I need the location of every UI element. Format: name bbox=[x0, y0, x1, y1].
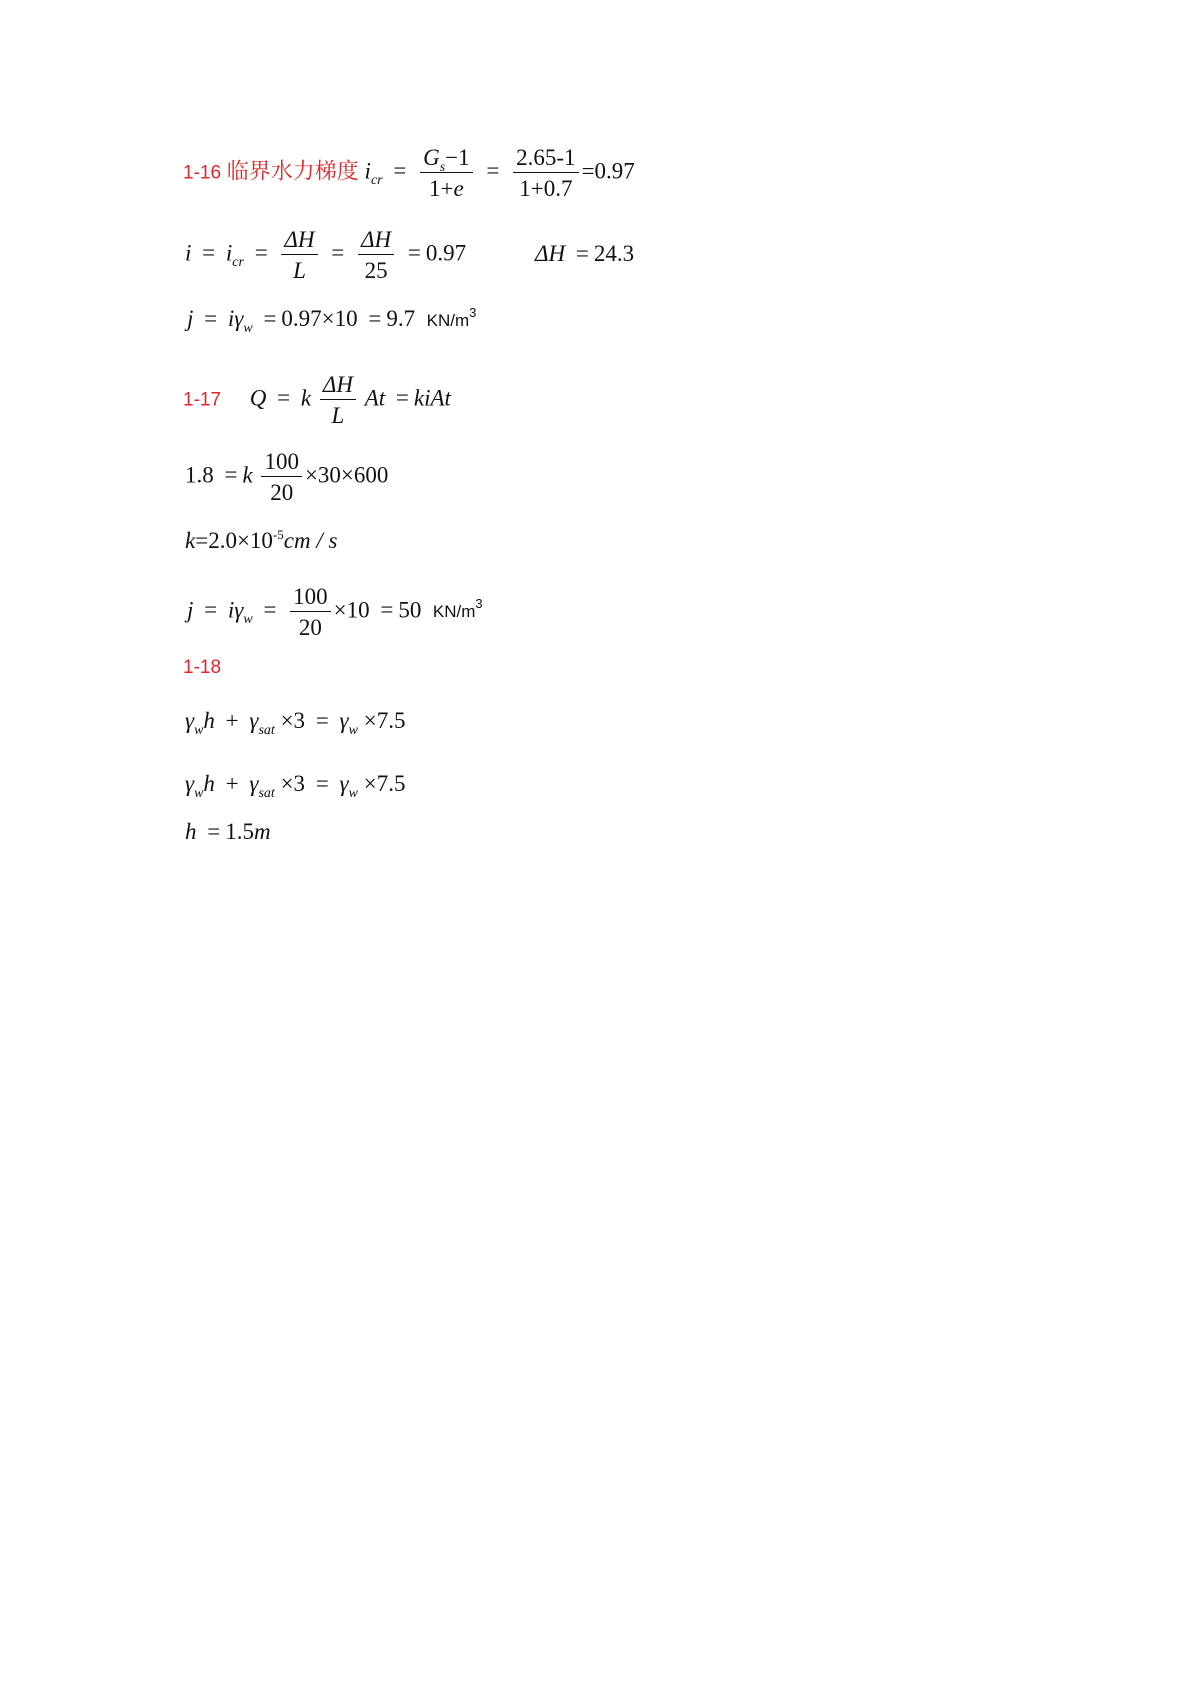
fraction-denominator: 1+0.7 bbox=[519, 176, 573, 201]
result-value: 9.7 bbox=[386, 306, 416, 331]
fraction-denominator: L bbox=[293, 258, 306, 283]
fraction-100-over-20 bbox=[290, 585, 331, 639]
eq-1-17-substitution bbox=[185, 450, 388, 504]
fraction-numeric bbox=[513, 146, 578, 200]
var-k: k bbox=[242, 462, 253, 488]
equals-sign: = bbox=[395, 385, 409, 411]
var-i: i bbox=[225, 240, 233, 266]
sub-w: w bbox=[243, 612, 253, 628]
value-k: =2.0×10 bbox=[195, 528, 273, 553]
var-i: i bbox=[227, 306, 235, 331]
fraction-denominator: 20 bbox=[270, 480, 294, 505]
var-gamma: γ bbox=[339, 708, 349, 733]
problem-label-1-17: 1-17 bbox=[183, 389, 222, 411]
equals-sign: = bbox=[254, 240, 268, 266]
problem-label-1-18: 1-18 bbox=[183, 657, 222, 678]
problem-title-cn: 临界水力梯度 bbox=[226, 159, 359, 185]
unit-kn-m3: $KN/m^3$ bbox=[432, 596, 483, 622]
fraction-denominator: 25 bbox=[364, 258, 388, 283]
equals-sign: = bbox=[315, 771, 329, 796]
result-value: 0.97 bbox=[425, 240, 467, 266]
expression: ×3 bbox=[280, 771, 306, 796]
equals-sign: = bbox=[204, 597, 218, 623]
fraction-numerator: 100 bbox=[261, 450, 302, 477]
var-gamma: γ bbox=[339, 771, 349, 796]
sub-cr: cr bbox=[370, 173, 383, 189]
fraction-dh-over-l bbox=[320, 373, 356, 427]
result-value: 1.5 bbox=[225, 819, 254, 844]
eq-1-16-critical-gradient bbox=[183, 146, 635, 200]
eq-1-16-seepage-force bbox=[187, 305, 477, 336]
fraction-denominator: L bbox=[331, 403, 345, 428]
var-j: j bbox=[187, 306, 194, 331]
equals-sign: = bbox=[263, 306, 277, 331]
equals-sign: = bbox=[575, 241, 589, 266]
var-gamma: γ bbox=[185, 708, 195, 733]
problem-label-1-18-row bbox=[183, 653, 221, 679]
sub-sat: sat bbox=[258, 786, 275, 801]
unit-cm-per-s: cm / s bbox=[283, 528, 338, 553]
equals-sign: = bbox=[207, 819, 221, 844]
expression: ×7.5 bbox=[363, 771, 406, 796]
sub-w: w bbox=[194, 786, 204, 801]
fraction-dh-over-25 bbox=[358, 228, 394, 282]
plus-sign: + bbox=[225, 708, 239, 733]
var-kiat: kiAt bbox=[413, 385, 451, 411]
fraction-numerator: 100 bbox=[290, 585, 331, 612]
var-k: k bbox=[185, 528, 196, 553]
eq-1-18-balance-1 bbox=[185, 708, 406, 738]
exponent: -5 bbox=[272, 527, 284, 542]
equals-sign: = bbox=[277, 385, 291, 411]
equals-sign: = bbox=[224, 462, 238, 488]
result-value: 24.3 bbox=[593, 241, 635, 266]
eq-1-16-gradient bbox=[185, 228, 466, 282]
sub-w: w bbox=[348, 786, 358, 801]
fraction-gs-minus-1-over-1-plus-e bbox=[420, 146, 473, 200]
plus-sign: + bbox=[225, 771, 239, 796]
sub-sat: sat bbox=[258, 723, 275, 738]
equals-sign: = bbox=[315, 708, 329, 733]
eq-1-18-result bbox=[185, 819, 271, 845]
equals-sign: = bbox=[263, 597, 277, 623]
sub-w: w bbox=[243, 321, 253, 336]
unit-m: m bbox=[253, 819, 271, 844]
sub-w: w bbox=[194, 723, 204, 738]
fraction-denominator: 1+e bbox=[429, 176, 464, 201]
var-gamma: γ bbox=[249, 708, 259, 733]
eq-1-17-seepage-force bbox=[187, 585, 483, 639]
var-i: i bbox=[364, 158, 371, 184]
fraction-numerator: 2.65-1 bbox=[513, 146, 578, 173]
expression: ×3 bbox=[280, 708, 306, 733]
sub-w: w bbox=[348, 723, 358, 738]
var-k: k bbox=[300, 385, 312, 411]
expression: 0.97×10 bbox=[281, 306, 358, 331]
eq-1-17-darcy-flow bbox=[183, 373, 451, 427]
expression: ×30×600 bbox=[304, 462, 389, 488]
fraction-denominator: 20 bbox=[298, 615, 322, 640]
fraction-numerator: $G_s-1$ bbox=[420, 146, 473, 173]
var-h: h bbox=[203, 771, 215, 796]
expression: ×10 bbox=[333, 597, 370, 623]
value-1-8: 1.8 bbox=[185, 462, 214, 488]
var-delta-h: ΔH bbox=[535, 241, 566, 266]
equals-sign: = bbox=[486, 158, 500, 184]
fraction-numerator: ΔH bbox=[358, 228, 394, 255]
var-i: i bbox=[227, 597, 235, 623]
fraction-100-over-20 bbox=[261, 450, 302, 504]
equals-sign: = bbox=[202, 240, 216, 266]
result-value: 50 bbox=[398, 597, 422, 623]
eq-1-16-delta-h bbox=[535, 241, 634, 267]
fraction-numerator: ΔH bbox=[281, 228, 317, 255]
result-value: =0.97 bbox=[581, 158, 635, 184]
var-gamma: γ bbox=[249, 771, 259, 796]
eq-1-17-permeability bbox=[185, 528, 337, 554]
var-h: h bbox=[203, 708, 215, 733]
var-at: At bbox=[364, 385, 386, 411]
equals-sign: = bbox=[380, 597, 394, 623]
equals-sign: = bbox=[204, 306, 218, 331]
unit-kn-m3: $KN/m^3$ bbox=[426, 305, 477, 330]
var-q: Q bbox=[249, 385, 267, 411]
equals-sign: = bbox=[368, 306, 382, 331]
var-gamma: γ bbox=[234, 597, 244, 623]
var-j: j bbox=[187, 597, 194, 623]
var-i: i bbox=[185, 240, 192, 266]
sub-cr: cr bbox=[232, 255, 244, 271]
equals-sign: = bbox=[407, 240, 421, 266]
var-h: h bbox=[185, 819, 197, 844]
equals-sign: = bbox=[393, 158, 407, 184]
expression: ×7.5 bbox=[363, 708, 406, 733]
var-gamma: γ bbox=[234, 306, 244, 331]
fraction-numerator: ΔH bbox=[320, 373, 356, 400]
fraction-dh-over-l bbox=[281, 228, 317, 282]
equals-sign: = bbox=[331, 240, 345, 266]
problem-label-1-16: 1-16 bbox=[183, 162, 222, 184]
var-gamma: γ bbox=[185, 771, 195, 796]
eq-1-18-balance-2 bbox=[185, 771, 406, 801]
